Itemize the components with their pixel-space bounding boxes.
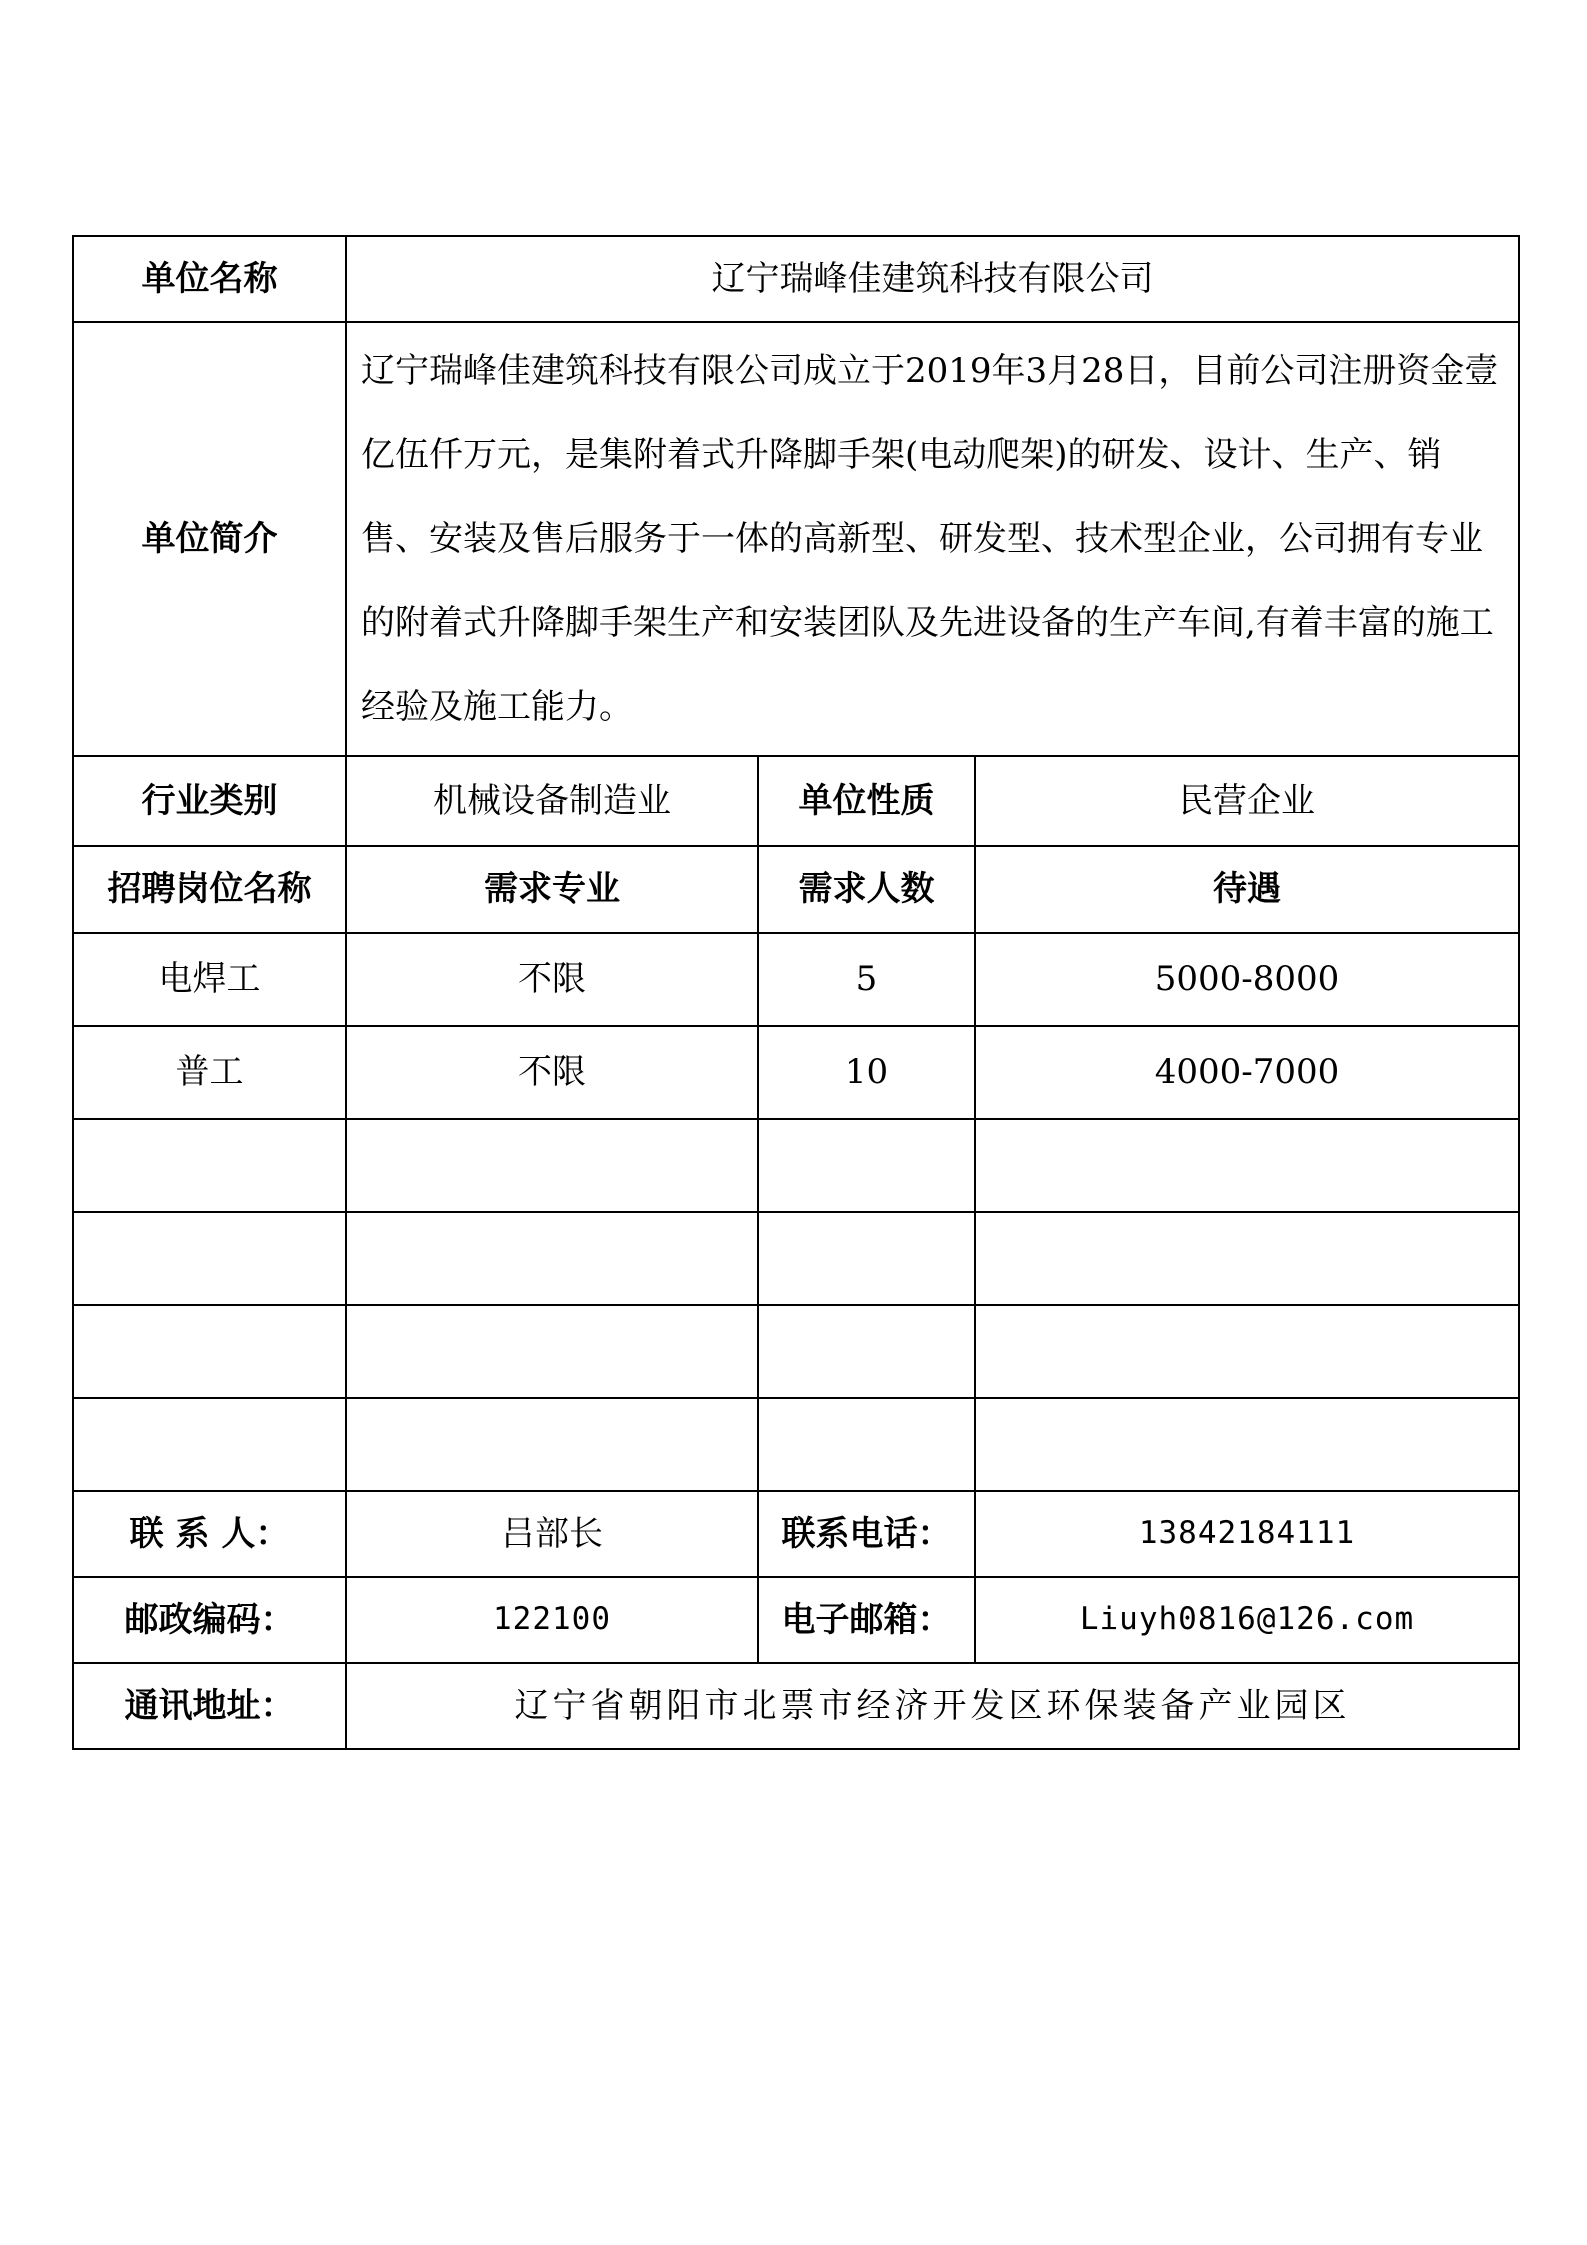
contact-person-value: 吕部长: [346, 1491, 758, 1577]
industry-label: 行业类别: [73, 756, 346, 846]
job-count: 5: [758, 933, 975, 1026]
empty-cell: [975, 1398, 1519, 1491]
empty-job-row: [73, 1398, 1519, 1491]
job-salary: 5000-8000: [975, 933, 1519, 1026]
postcode-label: 邮政编码：: [73, 1577, 346, 1663]
empty-cell: [73, 1212, 346, 1305]
contact-phone-value: 13842184111: [975, 1491, 1519, 1577]
empty-cell: [73, 1398, 346, 1491]
company-intro-text: 辽宁瑞峰佳建筑科技有限公司成立于2019年3月28日，目前公司注册资金壹亿伍仟万元，是集附着式升降脚手架(电动爬架)的研发、设计、生产、销售、安装及售后服务于一体的高新型、研发型、技术型企业，公司拥有专业的附着式升降脚手架生产和安装团队及先进设备的生产车间,有着丰富的施工经验及施工能力。: [346, 322, 1519, 756]
company-intro-label: 单位简介: [73, 322, 346, 756]
job-count: 10: [758, 1026, 975, 1119]
empty-job-row: [73, 1119, 1519, 1212]
job-major: 不限: [346, 933, 758, 1026]
job-salary: 4000-7000: [975, 1026, 1519, 1119]
company-name-row: [73, 236, 1519, 322]
company-meta-row: [73, 756, 1519, 846]
address-row: [73, 1663, 1519, 1749]
empty-cell: [975, 1119, 1519, 1212]
nature-value: 民营企业: [975, 756, 1519, 846]
address-label: 通讯地址：: [73, 1663, 346, 1749]
recruitment-form-table: [72, 235, 1520, 1750]
email-value: Liuyh0816@126.com: [975, 1577, 1519, 1663]
empty-cell: [346, 1398, 758, 1491]
empty-cell: [758, 1119, 975, 1212]
job-position: 普工: [73, 1026, 346, 1119]
empty-cell: [975, 1212, 1519, 1305]
email-label: 电子邮箱：: [758, 1577, 975, 1663]
nature-label: 单位性质: [758, 756, 975, 846]
empty-cell: [73, 1305, 346, 1398]
empty-cell: [758, 1212, 975, 1305]
header-salary: 待遇: [975, 846, 1519, 933]
empty-cell: [758, 1305, 975, 1398]
contact-phone-label: 联系电话：: [758, 1491, 975, 1577]
empty-cell: [975, 1305, 1519, 1398]
company-name-label: 单位名称: [73, 236, 346, 322]
empty-job-row: [73, 1212, 1519, 1305]
company-intro-row: [73, 322, 1519, 756]
job-position: 电焊工: [73, 933, 346, 1026]
industry-value: 机械设备制造业: [346, 756, 758, 846]
empty-cell: [346, 1119, 758, 1212]
postcode-value: 122100: [346, 1577, 758, 1663]
contact-person-label: 联 系 人：: [73, 1491, 346, 1577]
header-major: 需求专业: [346, 846, 758, 933]
postcode-email-row: [73, 1577, 1519, 1663]
job-row: [73, 933, 1519, 1026]
address-value: 辽宁省朝阳市北票市经济开发区环保装备产业园区: [346, 1663, 1519, 1749]
empty-cell: [758, 1398, 975, 1491]
job-row: [73, 1026, 1519, 1119]
empty-job-row: [73, 1305, 1519, 1398]
empty-cell: [73, 1119, 346, 1212]
job-major: 不限: [346, 1026, 758, 1119]
header-count: 需求人数: [758, 846, 975, 933]
jobs-header-row: [73, 846, 1519, 933]
company-name-value: 辽宁瑞峰佳建筑科技有限公司: [346, 236, 1519, 322]
header-position: 招聘岗位名称: [73, 846, 346, 933]
empty-cell: [346, 1212, 758, 1305]
contact-person-row: [73, 1491, 1519, 1577]
empty-cell: [346, 1305, 758, 1398]
